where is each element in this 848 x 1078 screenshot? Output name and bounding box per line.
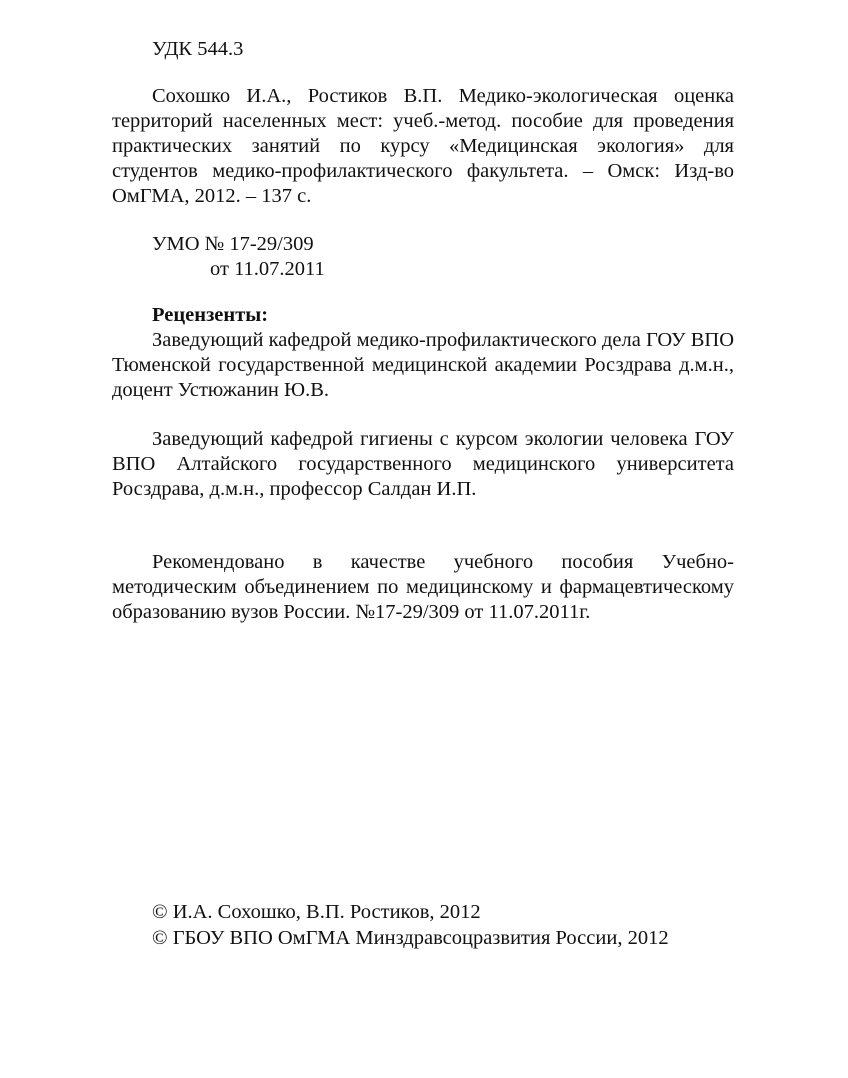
reviewer-second: Заведующий кафедрой гигиены с курсом экологии человека ГОУ ВПО Алтайского государственного медицинского университета Росздрава, д.м.н., профессор Салдан И.П.	[112, 428, 734, 500]
reviewers-heading: Рецензенты:	[152, 304, 269, 326]
recommendation-text: Рекомендовано в качестве учебного пособия Учебно-методическим объединением по медицинскому и фармацевтическому образованию вузов России. №17-29/309 от 11.07.2011г.	[112, 551, 734, 623]
umo-date: от 11.07.2011	[210, 258, 325, 280]
umo-approval	[152, 232, 552, 282]
udk-code: УДК 544.3	[152, 38, 244, 60]
umo-number: УМО № 17-29/309	[152, 233, 314, 255]
bibliographic-description: Сохошко И.А., Ростиков В.П. Медико-экологическая оценка территорий населенных мест: учеб.-метод. пособие для проведения практических занятий по курсу «Медицинская экология» для студентов медико-профилактического факультета. – Омск: Изд-во ОмГМА, 2012. – 137 с.	[112, 85, 734, 207]
reviewer-first: Заведующий кафедрой медико-профилактического дела ГОУ ВПО Тюменской государственной медицинской академии Росздрава д.м.н., доцент Устюжанин Ю.В.	[112, 329, 734, 401]
copyright-institution: © ГБОУ ВПО ОмГМА Минздравсоцразвития России, 2012	[152, 927, 669, 949]
copyright-authors: © И.А. Сохошко, В.П. Ростиков, 2012	[152, 901, 481, 923]
